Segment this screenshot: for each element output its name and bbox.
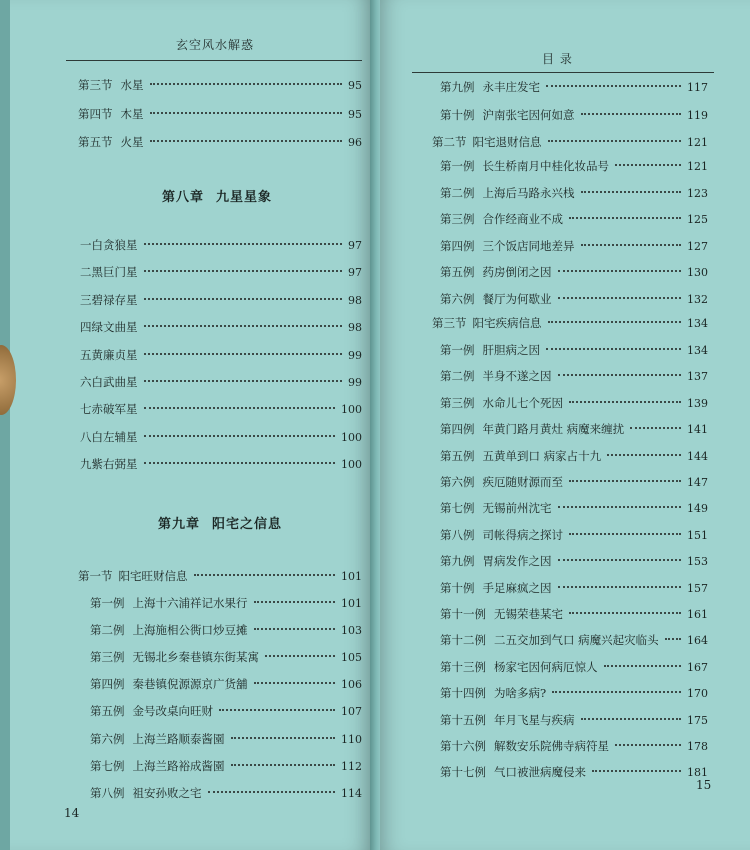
entry-page-number: 110 [341,732,362,746]
entry-page-number: 121 [687,136,708,149]
leader-dots [604,665,682,667]
toc-entry[interactable] [78,76,362,94]
right-folio: 15 [696,778,712,792]
entry-title: 秦巷镇倪源源京广货舖 [132,677,248,692]
leader-dots [581,191,682,193]
leader-dots [231,737,336,739]
toc-entry[interactable] [440,157,708,175]
entry-page-number: 149 [687,502,708,516]
entry-title: 水星 [120,78,144,92]
entry-page-number: 125 [687,213,708,227]
entry-title: 无锡北乡秦巷镇东街某寓 [132,650,259,665]
toc-entry[interactable] [90,621,362,639]
toc-section-entry[interactable] [78,567,362,585]
entry-page-number: 95 [348,107,362,121]
toc-entry[interactable] [90,730,362,748]
entry-label: 第五例 [90,704,125,719]
toc-entry[interactable] [80,428,362,446]
entry-page-number: 167 [687,660,708,674]
toc-entry[interactable] [440,290,708,308]
entry-title: 合作经商业不成 [482,212,563,227]
leader-dots [144,298,343,300]
leader-dots [144,462,336,464]
leader-dots [150,112,343,114]
toc-entry[interactable] [440,552,708,570]
entry-page-number: 119 [687,109,708,122]
entry-label: 第六例 [440,475,475,489]
entry-label: 第八例 [90,785,125,800]
leader-dots [569,217,681,219]
leader-dots [552,691,681,693]
leader-dots [581,113,682,115]
leader-dots [144,270,343,272]
entry-title: 杨家宅因何病厄惊人 [494,659,598,674]
entry-label: 第十三例 [440,659,486,674]
leader-dots [546,85,681,87]
entry-title: 肝胆病之因 [482,343,540,357]
entry-page-number: 103 [341,624,362,638]
entry-title: 火星 [120,135,144,149]
toc-entry[interactable] [440,763,708,781]
toc-entry[interactable] [440,184,708,202]
toc-entry[interactable] [440,367,708,385]
entry-page-number: 101 [341,597,362,610]
entry-label: 第一例 [440,159,475,173]
leader-dots [558,586,682,588]
entry-page-number: 134 [687,317,708,330]
leader-dots [581,244,682,246]
leader-dots [219,709,335,711]
entry-title: 长生桥南月中桂化妆品号 [482,159,609,173]
toc-entry[interactable] [440,658,708,676]
left-header-rule [66,60,362,61]
entry-label: 第九例 [440,80,475,94]
toc-entry[interactable] [80,455,362,473]
left-page [10,0,372,850]
entry-label: 第三例 [440,395,475,410]
entry-title: 餐厅为何歇业 [482,292,552,306]
leader-dots [144,407,336,409]
entry-page-number: 106 [341,678,362,692]
entry-label: 第五例 [440,265,475,280]
entry-title: 沪南张宅因何如意 [482,108,575,122]
entry-label: 第四例 [90,677,125,692]
entry-page-number: 96 [348,136,362,149]
toc-entry[interactable] [440,737,708,755]
toc-entry[interactable] [440,263,708,281]
entry-page-number: 134 [687,344,708,357]
entry-title: 无锡前州沈宅 [482,501,552,516]
entry-label: 第一例 [90,596,125,610]
entry-label: 第七例 [90,758,125,773]
entry-label: 第五节 [78,135,113,149]
leader-dots [144,353,343,355]
toc-entry[interactable] [440,237,708,255]
entry-page-number: 112 [341,759,362,773]
entry-title: 司帐得病之探讨 [482,527,563,542]
toc-entry[interactable] [440,106,708,124]
entry-page-number: 139 [687,396,708,410]
entry-label: 第十五例 [440,712,486,727]
leader-dots [208,791,336,793]
toc-entry[interactable] [440,341,708,359]
leader-dots [546,348,681,350]
entry-label: 第十二例 [440,633,486,648]
book-gutter [370,0,380,850]
entry-title: 上海后马路永兴栈 [482,185,575,200]
entry-label: 第四节 [78,106,113,121]
toc-entry[interactable] [440,420,708,438]
entry-title: 五黄单到口 病家占十九 [482,448,602,463]
entry-label: 第七例 [440,501,475,516]
toc-section-entry[interactable] [432,314,708,332]
entry-label: 第十例 [440,580,475,595]
entry-label: 第五例 [440,448,475,463]
entry-title: 八白左辅星 [80,429,138,444]
entry-page-number: 181 [687,766,708,780]
leader-dots [254,601,336,603]
entry-title: 药房倒闭之因 [482,265,552,280]
entry-page-number: 161 [687,608,708,621]
leader-dots [615,164,681,166]
entry-title: 上海施相公衖口炒豆摊 [132,623,248,638]
leader-dots [144,243,343,245]
entry-label: 第十一例 [440,607,486,621]
entry-page-number: 127 [687,239,708,253]
entry-page-number: 101 [341,570,362,583]
entry-title: 水命儿七个死因 [482,395,563,410]
toc-entry[interactable] [80,373,362,391]
entry-page-number: 151 [687,528,708,542]
entry-title: 金号改桌向旺财 [132,704,213,719]
entry-label: 第二节 [432,135,467,149]
entry-page-number: 97 [348,266,362,280]
entry-page-number: 144 [687,449,708,463]
entry-label: 第三节 [432,316,467,330]
leader-dots [592,770,681,772]
entry-label: 第十七例 [440,765,486,780]
entry-page-number: 123 [687,186,708,200]
entry-label: 第十四例 [440,686,486,701]
entry-page-number: 114 [341,786,362,800]
entry-title: 三个饭店同地差异 [482,238,575,253]
toc-entry[interactable] [78,105,362,123]
entry-title: 五黄廉贞星 [80,347,138,362]
entry-label: 第十六例 [440,739,486,753]
toc-entry[interactable] [440,526,708,544]
leader-dots [150,140,343,142]
entry-page-number: 153 [687,555,708,569]
entry-page-number: 117 [687,81,708,94]
leader-dots [265,655,335,657]
leader-dots [581,718,682,720]
entry-title: 半身不遂之因 [482,369,552,384]
chapter-title: 九星星象 [216,190,273,205]
entry-page-number: 164 [687,634,708,648]
toc-entry[interactable] [90,757,362,775]
entry-label: 第六例 [440,292,475,306]
entry-page-number: 97 [348,239,362,252]
entry-page-number: 99 [348,348,362,362]
leader-dots [558,559,682,561]
entry-page-number: 107 [341,705,362,719]
entry-page-number: 121 [687,160,708,173]
entry-page-number: 157 [687,581,708,595]
entry-page-number: 137 [687,370,708,384]
toc-entry[interactable] [80,263,362,281]
entry-title: 为啥多病? [494,686,547,701]
entry-title: 无锡荣巷某宅 [494,607,563,621]
entry-label: 第十例 [440,108,475,122]
entry-title: 上海兰路裕成酱園 [132,758,225,773]
toc-entry[interactable] [440,579,708,597]
entry-label: 第二例 [440,185,475,200]
leader-dots [144,435,336,437]
entry-page-number: 95 [348,79,362,92]
entry-title: 手足麻疯之因 [482,580,552,595]
entry-page-number: 175 [687,713,708,727]
leader-dots [558,297,682,299]
entry-title: 胃病发作之因 [482,554,552,569]
toc-entry[interactable] [90,784,362,802]
leader-dots [144,380,343,382]
entry-page-number: 132 [687,293,708,306]
leader-dots [548,140,682,142]
entry-title: 六白武曲星 [80,375,138,389]
entry-page-number: 130 [687,266,708,280]
toc-entry[interactable] [440,78,708,96]
leader-dots [630,427,681,429]
toc-entry[interactable] [80,400,362,418]
entry-page-number: 100 [341,430,362,444]
entry-title: 四绿文曲星 [80,320,138,335]
leader-dots [254,682,336,684]
entry-label: 第三例 [440,212,475,227]
entry-title: 九紫右弼星 [80,457,138,472]
right-header-rule [412,72,714,73]
toc-entry[interactable] [440,210,708,228]
leader-dots [254,628,336,630]
entry-label: 第二例 [90,623,125,638]
entry-label: 第八例 [440,527,475,542]
toc-entry[interactable] [440,499,708,517]
leader-dots [194,574,336,576]
entry-title: 年月飞星与疾病 [494,712,575,727]
entry-label: 第三例 [90,650,125,665]
entry-page-number: 147 [687,476,708,489]
toc-section-entry[interactable] [432,133,708,151]
entry-label: 第二例 [440,369,475,384]
entry-title: 二黑巨门星 [80,265,138,280]
toc-entry[interactable] [80,318,362,336]
entry-title: 一白贪狼星 [80,238,138,252]
entry-title: 阳宅旺财信息 [118,569,188,583]
entry-label: 第四例 [440,422,475,437]
entry-title: 永丰庄发宅 [482,80,540,94]
entry-page-number: 141 [687,423,708,437]
entry-page-number: 98 [348,293,362,307]
leader-dots [548,321,682,323]
toc-entry[interactable] [78,133,362,151]
toc-entry[interactable] [440,631,708,649]
entry-label: 第九例 [440,554,475,569]
entry-title: 木星 [120,106,144,121]
leader-dots [615,744,681,746]
entry-label: 第一例 [440,343,475,357]
leader-dots [665,638,681,640]
toc-entry[interactable] [90,648,362,666]
entry-title: 阳宅退财信息 [472,135,542,149]
entry-page-number: 100 [341,458,362,472]
entry-label: 第三节 [78,78,113,92]
entry-label: 第四例 [440,238,475,253]
left-running-head: 玄空风水解惑 [176,38,255,52]
leader-dots [607,454,681,456]
toc-entry[interactable] [440,473,708,491]
entry-title: 解数安乐院佛寺病符星 [494,739,609,753]
leader-dots [558,374,682,376]
leader-dots [569,612,681,614]
leader-dots [569,401,681,403]
toc-entry[interactable] [440,684,708,702]
toc-entry[interactable] [440,711,708,729]
entry-title: 祖安孙败之宅 [132,785,202,800]
entry-page-number: 100 [341,403,362,417]
entry-title: 疾厄随财源而至 [482,475,563,489]
entry-title: 七赤破军星 [80,402,138,417]
toc-entry[interactable] [90,675,362,693]
entry-title: 阳宅疾病信息 [472,316,542,330]
leader-dots [569,533,681,535]
entry-title: 二五交加到气口 病魔兴起灾临头 [494,633,659,648]
toc-entry[interactable] [440,605,708,623]
toc-entry[interactable] [440,394,708,412]
toc-entry[interactable] [440,447,708,465]
entry-title: 年黄门路月黄灶 病魔来缠扰 [482,422,625,437]
toc-entry[interactable] [80,346,362,364]
entry-page-number: 178 [687,740,708,753]
chapter-heading-8 [162,186,272,205]
entry-title: 气口被泄病魔侵来 [494,765,586,780]
toc-entry[interactable] [90,594,362,612]
toc-entry[interactable] [80,291,362,309]
entry-title: 上海十六浦祥记水果行 [132,596,248,610]
toc-entry[interactable] [90,702,362,720]
chapter-label: 第九章 [158,517,201,532]
leader-dots [231,764,336,766]
leader-dots [558,270,682,272]
leader-dots [144,325,343,327]
entry-page-number: 105 [341,651,362,665]
entry-page-number: 99 [348,376,362,389]
leader-dots [558,506,682,508]
chapter-label: 第八章 [162,190,205,205]
entry-label: 第一节 [78,569,113,583]
left-folio: 14 [64,806,80,820]
leader-dots [569,480,681,482]
entry-title: 三碧禄存星 [80,292,138,307]
toc-entry[interactable] [80,236,362,254]
leader-dots [150,83,343,85]
chapter-title: 阳宅之信息 [212,517,283,532]
right-running-head: 目 录 [542,52,573,66]
entry-page-number: 98 [348,321,362,335]
entry-label: 第六例 [90,731,125,746]
entry-title: 上海兰路顺泰酱園 [132,731,225,746]
entry-page-number: 170 [687,687,708,701]
chapter-heading-9 [158,513,282,532]
